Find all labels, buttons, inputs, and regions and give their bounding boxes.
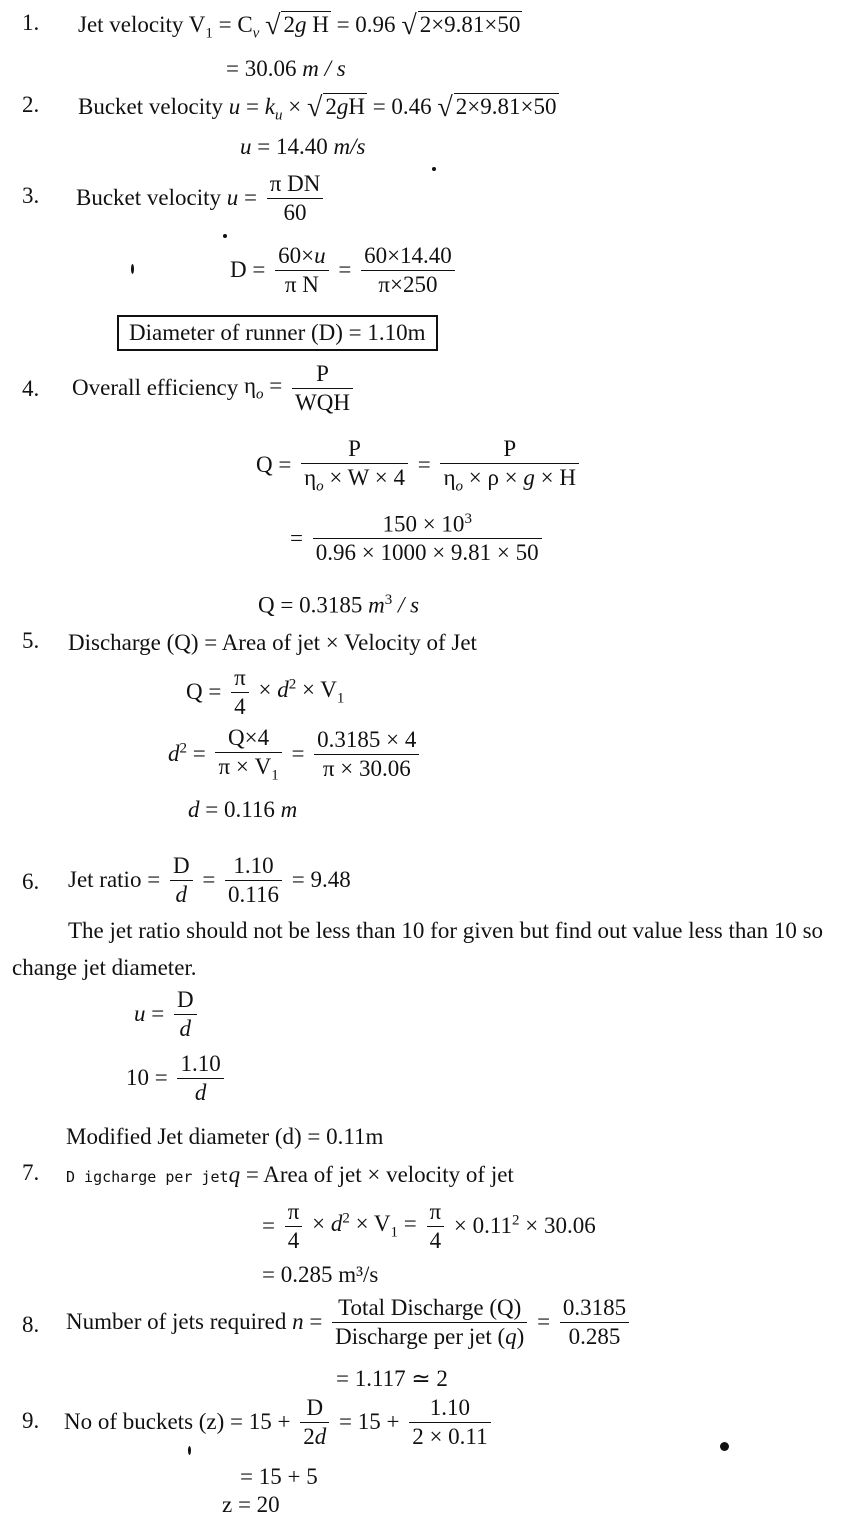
scan-speck <box>432 167 436 171</box>
step-9-line3: z = 20 <box>222 1492 280 1517</box>
step-9-label: No of buckets (z) = 15 + <box>64 1409 291 1435</box>
step-6-modified-diameter: Modified Jet diameter (d) = 0.11m <box>66 1124 384 1149</box>
step-3-number: 3. <box>22 183 40 208</box>
step-6-u-ratio: u = $\frac{D}{d}$ <box>134 986 201 1042</box>
step-1-formula: Jet velocity $V_1 = C_v$ √ 2g H = 0.96 √ 2×9.81×50 <box>78 10 521 42</box>
step-1-result: = 30.06 m / s <box>226 56 346 81</box>
step-8-result: = 1.117 ≃ 2 <box>336 1366 448 1391</box>
step-3-diameter: D = $\frac{60\times u}{\text{π N}}$ = $\frac{60\times 14.40}{\pi\times 250}$ <box>230 242 459 298</box>
step-5-number: 5. <box>22 628 40 653</box>
step-5-d2-expr: $d^2$ = $\frac{Q\times 4}{\pi \times V_1}$ = $\frac{0.3185 \times 4}{\pi \times 30.06}$ <box>168 724 423 784</box>
step-8-formula: Number of jets required n = $\frac{\text{Total Discharge (Q)}}{\text{Discharge per jet (q)}}$ = $\frac{0.3185}{0.285}$ <box>66 1294 633 1350</box>
step-9-number: 9. <box>22 1408 40 1433</box>
step-8-number: 8. <box>22 1312 40 1337</box>
step-7-expr: = $\frac{\pi}{4}$ × $d^2 \times V_1$ = $\frac{\pi}{4}$ × $0.11^2 \times 30.06$ <box>262 1199 596 1253</box>
runner-diameter-box: Diameter of runner (D) = 1.10m <box>117 315 438 351</box>
step-5-label: Discharge (Q) = Area of jet × Velocity of Jet <box>68 630 477 655</box>
step-5-result: d = 0.116 m <box>188 797 298 822</box>
step-3-label: Bucket velocity <box>76 185 221 211</box>
scan-speck <box>720 1442 729 1451</box>
step-4-number: 4. <box>22 376 40 401</box>
step-4-result: Q = 0.3185 $m^3$ / s <box>258 592 420 618</box>
step-2-label: Bucket velocity <box>78 94 223 119</box>
step-4-label: Overall efficiency <box>72 375 239 401</box>
step-7-label: D igcharge per jetq = Area of jet × velocity of jet <box>66 1162 514 1187</box>
scan-speck <box>223 234 227 238</box>
step-4-numeric: = $\frac{150 \times 10^3}{0.96 \times 1000 \times 9.81 \times 50}$ <box>290 510 546 567</box>
step-1-number: 1. <box>22 10 40 35</box>
step-6-paragraph-line1: The jet ratio should not be less than 10 for given but find out value less than 10 so <box>68 918 824 943</box>
step-6-number: 6. <box>22 869 40 894</box>
step-9-line2: = 15 + 5 <box>240 1464 318 1489</box>
step-2-result: u = 14.40 m/s <box>240 134 366 159</box>
step-7-number: 7. <box>22 1160 40 1185</box>
step-4-formula: Overall efficiency $\eta_o$ = $\frac{P}{\text{WQH}}$ <box>72 360 357 416</box>
step-1-label: Jet velocity <box>78 12 184 37</box>
step-8-label: Number of jets required <box>66 1309 287 1335</box>
step-7-result: = 0.285 m³/s <box>262 1262 379 1287</box>
step-6-label: Jet ratio <box>68 867 142 893</box>
step-4-q-expr: Q = $\frac{P}{\eta_o \times W \times 4}$ = $\frac{P}{\eta_o \times \rho \times g \times H}$ <box>256 435 583 495</box>
scan-speck <box>131 264 134 274</box>
step-3-formula: Bucket velocity u = $\frac{\text{π DN}}{60}$ <box>76 170 327 226</box>
scan-speck <box>188 1446 191 1455</box>
step-2-formula: Bucket velocity $u = k_u$ × √ 2gH = 0.46 √ 2×9.81×50 <box>78 92 557 124</box>
step-6-ten-ratio: 10 = $\frac{1.10}{d}$ <box>126 1050 228 1106</box>
step-9-formula: No of buckets (z) = 15 + $\frac{D}{2d}$ = 15 + $\frac{1.10}{2 \times 0.11}$ <box>64 1394 495 1450</box>
step-6-paragraph-line2: change jet diameter. <box>12 955 197 980</box>
step-5-q-expr: Q = $\frac{\pi}{4}$ × $d^2 \times V_1$ <box>186 665 345 719</box>
step-6-formula: Jet ratio = $\frac{D}{d}$ = $\frac{1.10}{0.116}$ = 9.48 <box>68 853 351 907</box>
step-2-number: 2. <box>22 92 40 117</box>
